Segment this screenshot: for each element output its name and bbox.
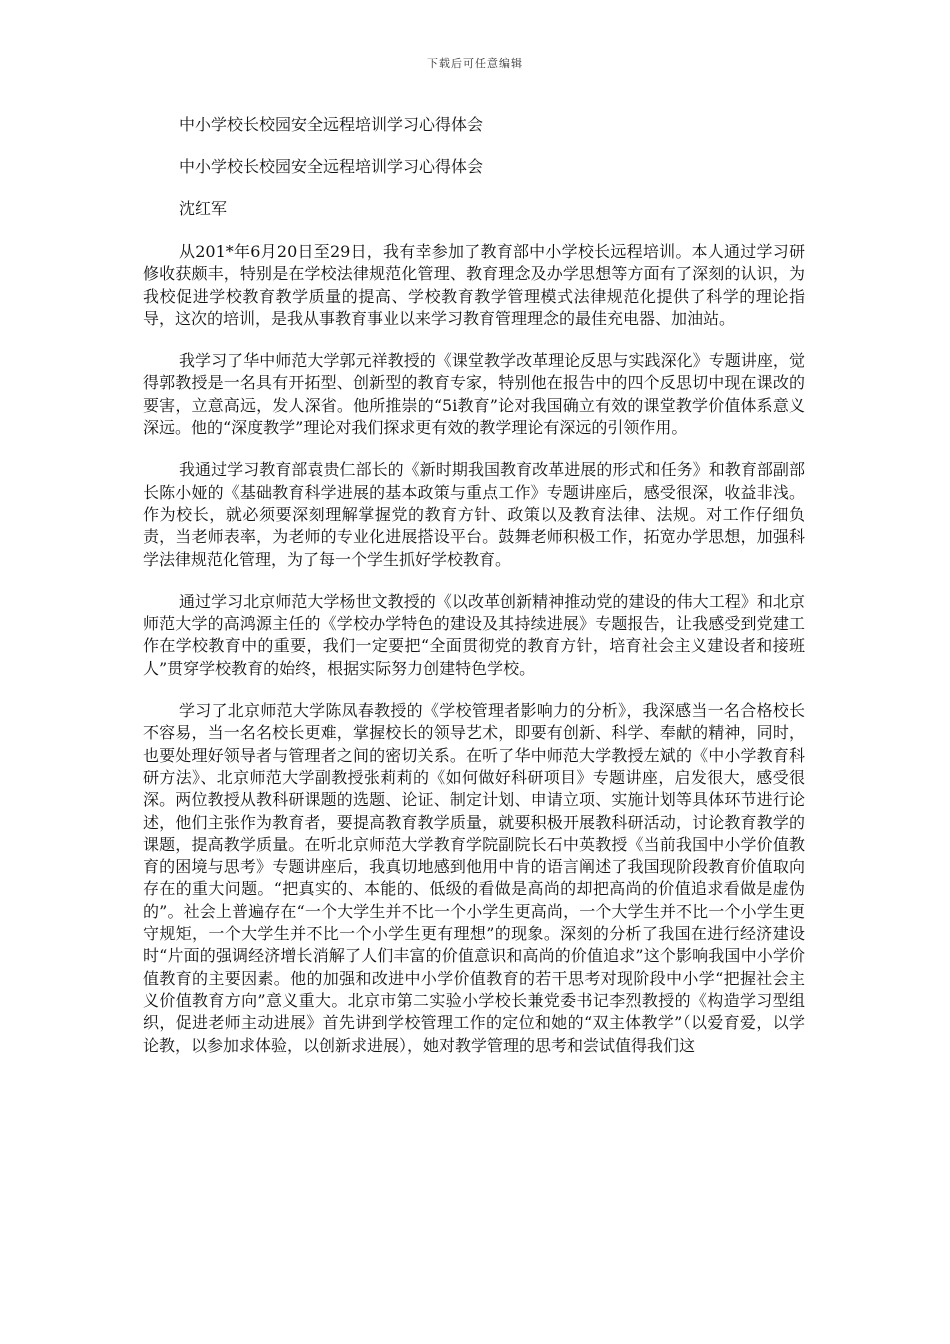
- paragraph-1: 从201*年6月20日至29日，我有幸参加了教育部中小学校长远程培训。本人通过学习研修收获颇丰，特别是在学校法律规范化管理、教育理念及办学思想等方面有了深刻的认识，为我校促进学校教育教学质量的提高、学校教育教学管理模式法律规范化提供了科学的理论指导，这次的培训，是我从事教育事业以来学习教育管理理念的最佳充电器、加油站。: [143, 242, 805, 328]
- paragraph-3: 我通过学习教育部袁贵仁部长的《新时期我国教育改革进展的形式和任务》和教育部副部长陈小娅的《基础教育科学进展的基本政策与重点工作》专题讲座后，感受很深，收益非浅。作为校长，就必须要深刻理解掌握党的教育方针、政策以及教育法律、法规。对工作仔细负责，当老师表率，为老师的专业化进展搭设平台。鼓舞老师积极工作，拓宽办学思想，加强科学法律规范化管理，为了每一个学生抓好学校教育。: [143, 460, 805, 569]
- document-subtitle: 中小学校长校园安全远程培训学习心得体会: [179, 157, 484, 176]
- paragraph-4: 通过学习北京师范大学杨世文教授的《以改革创新精神推动党的建设的伟大工程》和北京师范大学的高鸿源主任的《学校办学特色的建设及其持续进展》专题报告，让我感受到党建工作在学校教育中的重要，我们一定要把“全面贯彻党的教育方针，培育社会主义建设者和接班人”贯穿学校教育的始终，根据实际努力创建特色学校。: [143, 591, 805, 678]
- paragraph-5: 学习了北京师范大学陈凤春教授的《学校管理者影响力的分析》，我深感当一名合格校长不容易，当一名名校长更难，掌握校长的领导艺术，即要有创新、科学、奉献的精神，同时，也要处理好领导者与管理者之间的密切关系。在听了华中师范大学教授左斌的《中小学教育科研方法》、北京师范大学副教授张莉莉的《如何做好科研项目》专题讲座，启发很大，感受很深。两位教授从教科研课题的选题、论证、制定计划、申请立项、实施计划等具体环节进行论述，他们主张作为教育者，要提高教育教学质量，就要积极开展教科研活动，讨论教育教学的课题，提高教学质量。在听北京师范大学教育学院副院长石中英教授《当前我国中小学价值教育的困境与思考》专题讲座后，我真切地感到他用中肯的语言阐述了我国现阶段教育价值取向存在的重大问题。“把真实的、本能的、低级的看做是高尚的却把高尚的价值追求看做是虚伪的”。社会上普遍存在“一个大学生并不比一个小学生更高尚，一个大学生并不比一个小学生更守规矩，一个大学生并不比一个小学生更有理想”的现象。深刻的分析了我国在进行经济建设时“片面的强调经济增长消解了人们丰富的价值意识和高尚的价值追求”这个影响我国中小学价值教育的主要因素。他的加强和改进中小学价值教育的若干思考对现阶段中小学“把握社会主义价值教育方向”意义重大。北京市第二实验小学校长兼党委书记李烈教授的《构造学习型组织，促进老师主动进展》首先讲到学校管理工作的定位和她的“双主体教学”（以爱育爱，以学论教，以参加求体验，以创新求进展），她对教学管理的思考和尝试值得我们这: [143, 701, 805, 1055]
- document-title: 中小学校长校园安全远程培训学习心得体会: [179, 115, 484, 134]
- document-author: 沈红军: [179, 199, 228, 218]
- paragraph-2: 我学习了华中师范大学郭元祥教授的《课堂教学改革理论反思与实践深化》专题讲座，觉得郭教授是一名具有开拓型、创新型的教育专家，特别他在报告中的四个反思切中现在课改的要害，立意高远，发人深省。他所推崇的“5i教育”论对我国确立有效的课堂教学价值体系意义深远。他的“深度教学”理论对我们探求更有效的教学理论有深远的引领作用。: [143, 351, 805, 438]
- header-note: 下载后可任意编辑: [427, 57, 523, 70]
- document-body: [143, 113, 805, 1057]
